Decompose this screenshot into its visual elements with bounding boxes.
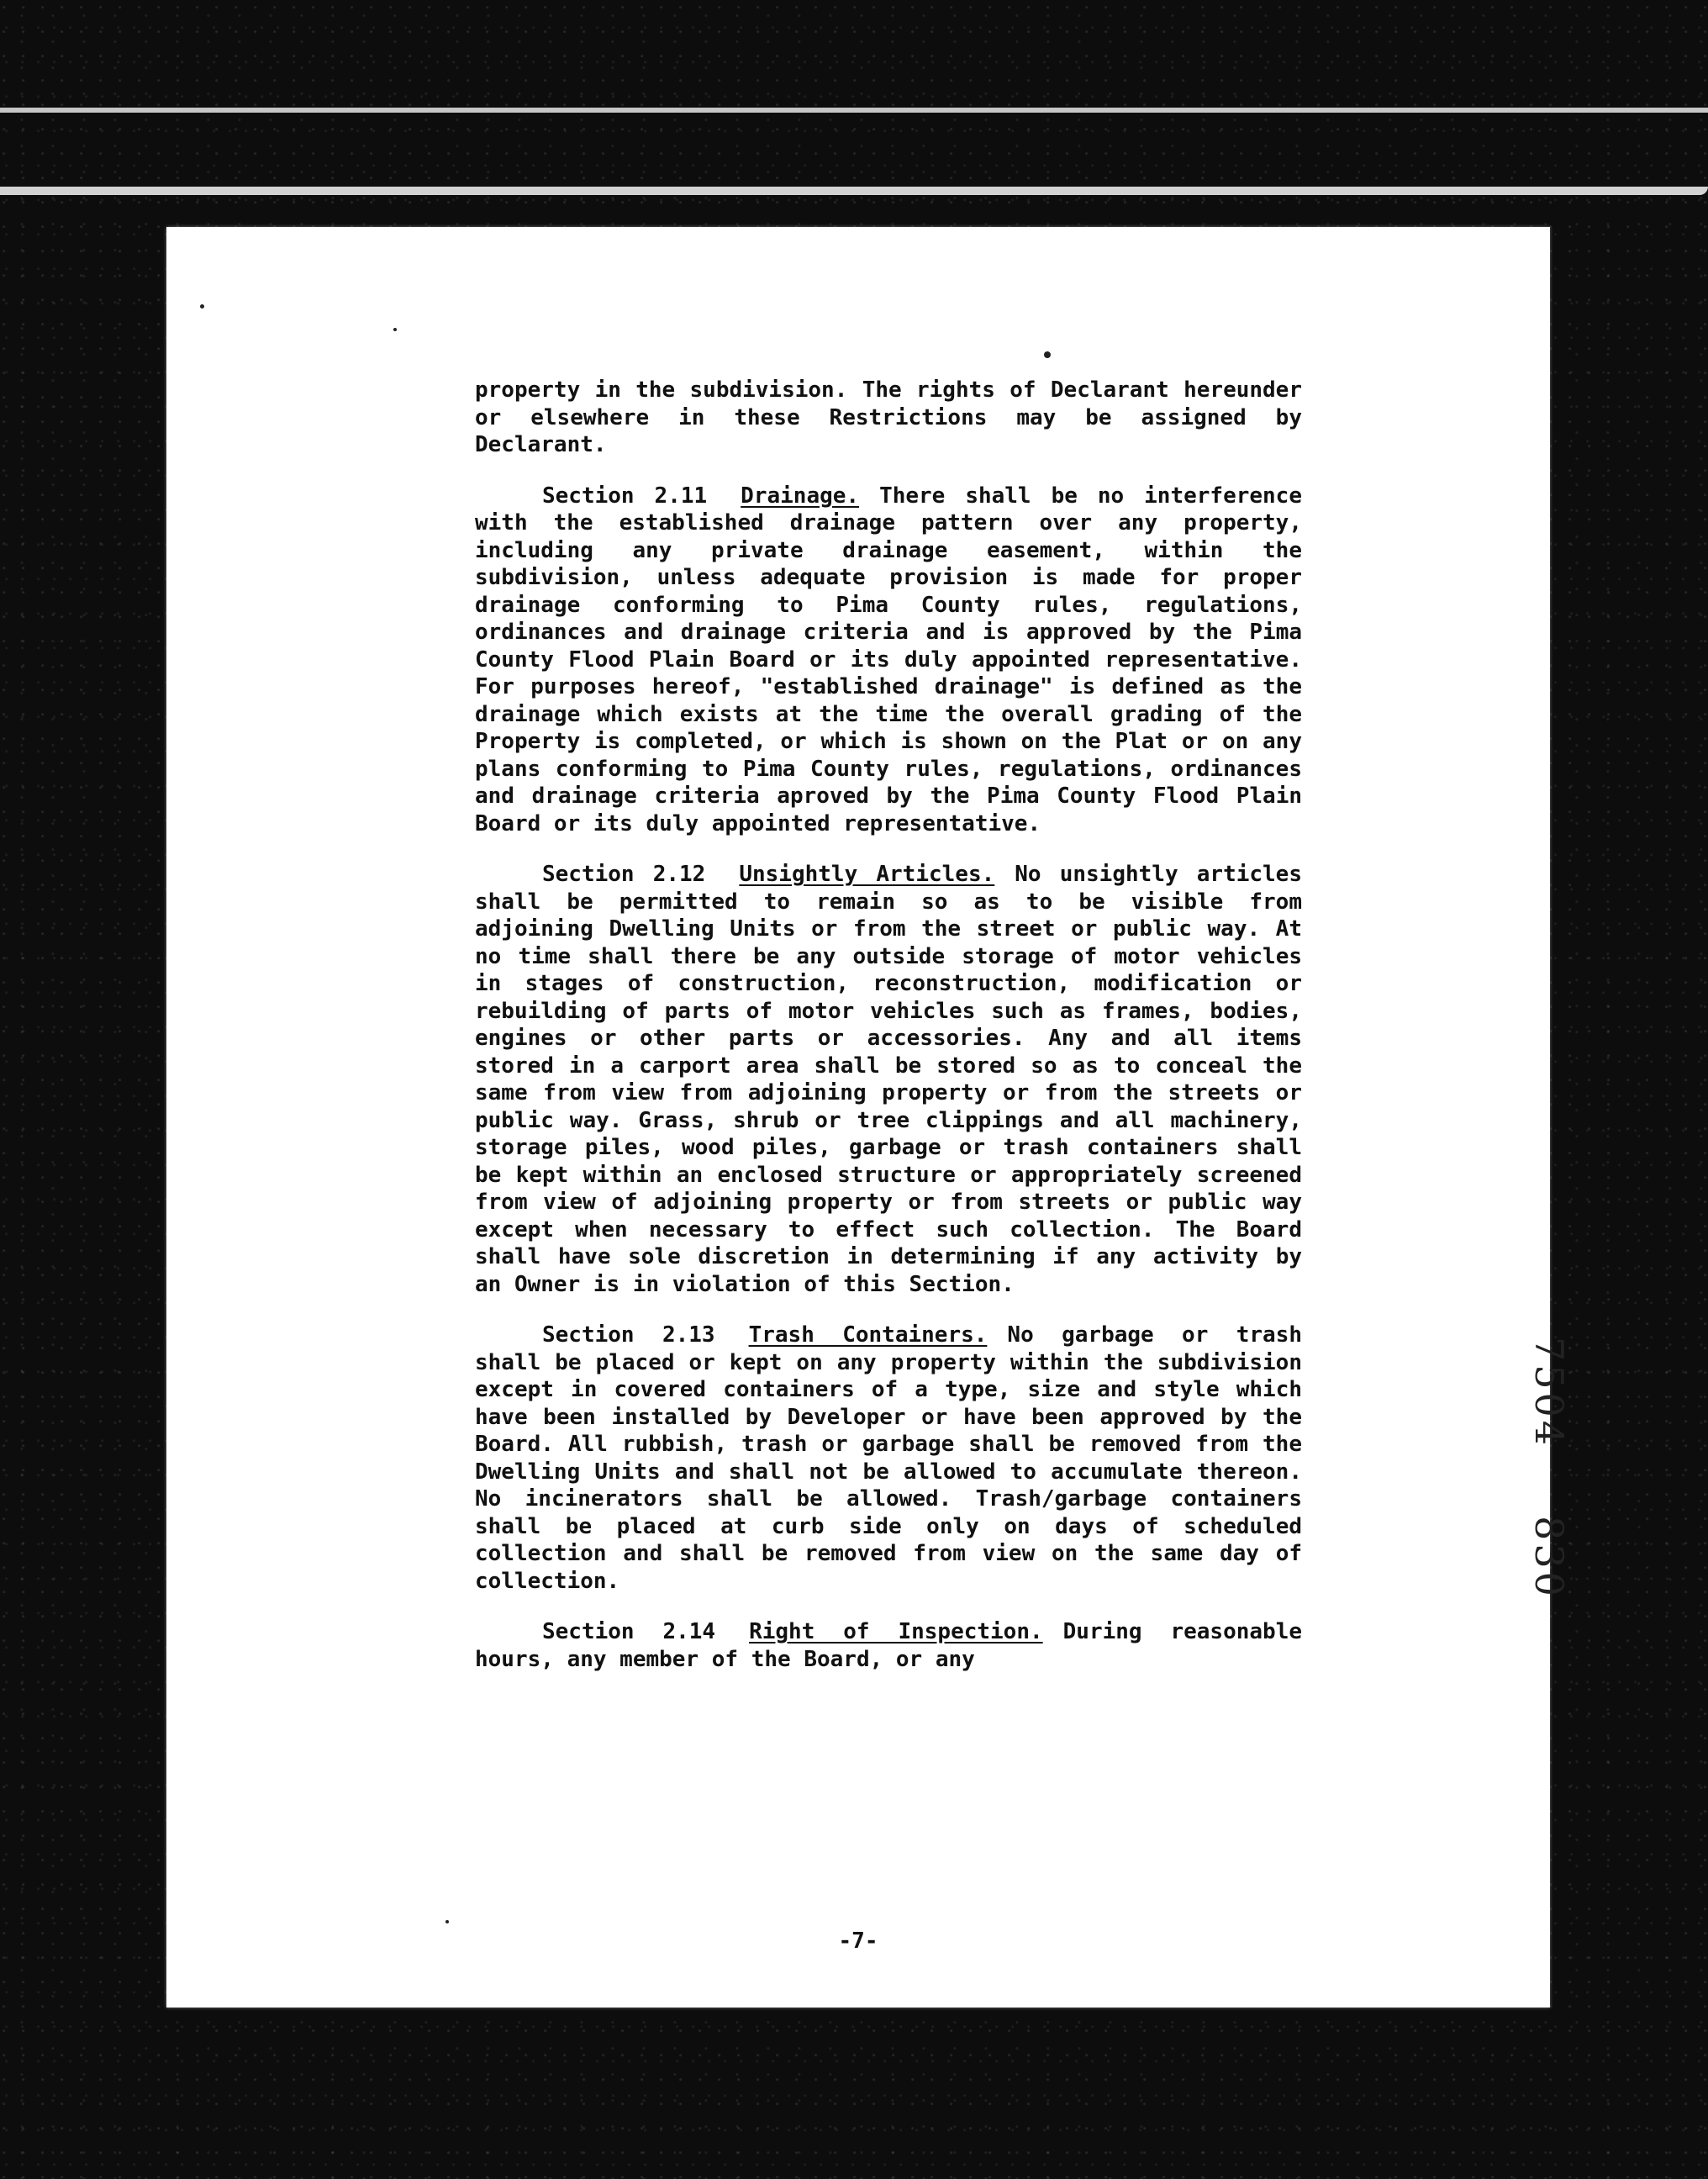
scan-speck <box>445 1920 449 1923</box>
scan-edge-upper <box>0 187 1708 195</box>
section-number: Section 2.13 <box>542 1322 715 1348</box>
section-text: There shall be no interference with the established drainage pattern over any property, including any private drainage easement, within the subdivision, unless adequate provision is made for proper drainage conforming to Pima County rules, regulations, ordinances and drainage criteria and is approved by the Pima County Flood Plain Board or its duly appointed representative. For purposes hereof, "established drainage" is defined as the drainage which exists at the time the overall grading of the Property is completed, or which is shown on the Plat or on any plans conforming to Pima County rules, regulations, ordinances and drainage criteria aproved by the Pima County Flood Plain Board or its duly appointed representative. <box>475 483 1302 836</box>
scan-speck <box>200 304 204 309</box>
section-title: Right of Inspection. <box>749 1619 1043 1644</box>
intro-paragraph: property in the subdivision. The rights of Declarant hereunder or elsewhere in these Restrictions may be assigned by Declarant. <box>475 377 1302 457</box>
document-page <box>166 227 1550 2008</box>
section-title: Trash Containers. <box>748 1322 988 1348</box>
section-text: During reasonable hours, any member of the Board, or any <box>475 1619 1303 1672</box>
section-2-13 <box>475 1322 1302 1595</box>
scan-edge-top <box>0 108 1708 113</box>
stamp-book: 7504 <box>1526 1337 1572 1449</box>
section-title: Drainage. <box>741 483 860 509</box>
section-text: No unsightly articles shall be permitted to remain so as to be visible from adjoining Dwelling Units or from the street or public way. At no time shall there be any outside storage of motor vehicles in stages of construction, reconstruction, modification or rebuilding of parts of motor vehicles such as frames, bodies, engines or other parts or accessories. Any and all items stored in a carport area shall be stored so as to conceal the same from view from adjoining property or from the streets or public way. Grass, shrub or tree clippings and all machinery, storage piles, wood piles, garbage or trash containers shall be kept within an enclosed structure or appropriately screened from view of adjoining property or from streets or public way except when necessary to effect such collection. The Board shall have sole discretion in determining if any activity by an Owner is in violation of this Section. <box>475 862 1302 1297</box>
section-2-12 <box>475 861 1302 1298</box>
section-number: Section 2.14 <box>542 1619 716 1644</box>
section-number: Section 2.12 <box>542 862 706 887</box>
section-2-14 <box>475 1618 1302 1673</box>
scan-speck <box>393 328 397 331</box>
section-number: Section 2.11 <box>542 483 708 509</box>
recording-stamp <box>1521 1337 1572 1690</box>
document-body <box>475 377 1302 1696</box>
page-number: -7- <box>838 1928 878 1954</box>
scan-speck <box>1044 351 1051 358</box>
section-title: Unsightly Articles. <box>739 862 995 887</box>
stamp-page: 830 <box>1526 1516 1572 1600</box>
section-text: No garbage or trash shall be placed or kept on any property within the subdivision except in covered containers of a type, size and style which have been installed by Developer or have been approved by the Board. All rubbish, trash or garbage shall be removed from the Dwelling Units and shall not be allowed to accumulate thereon. No incinerators shall be allowed. Trash/garbage containers shall be placed at curb side only on days of scheduled collection and shall be removed from view on the same day of collection. <box>475 1322 1303 1594</box>
section-2-11 <box>475 483 1302 838</box>
